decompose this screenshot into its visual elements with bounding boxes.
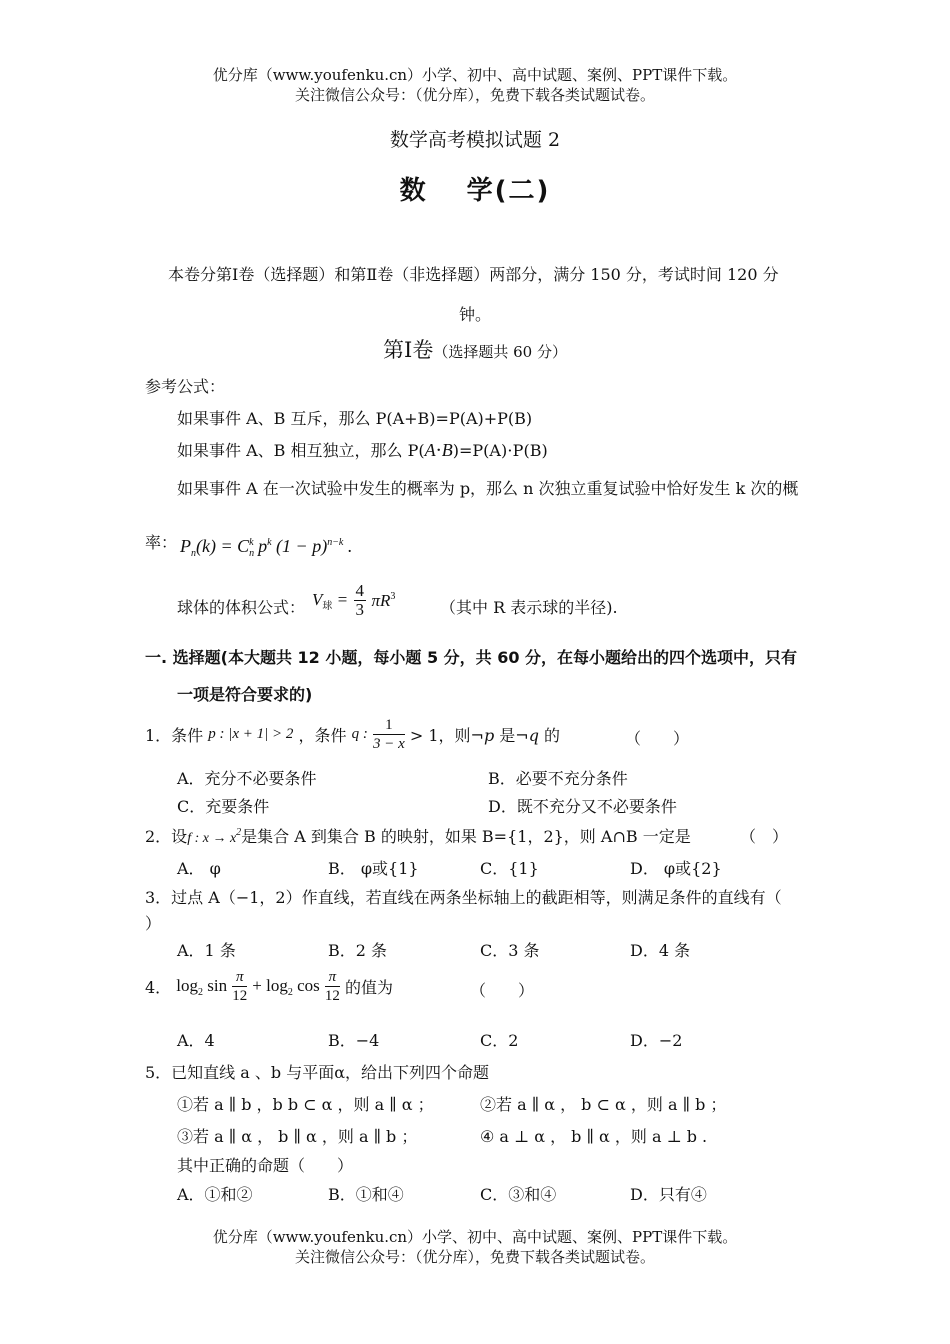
q1-option-c[interactable]: C．充要条件: [177, 797, 270, 816]
question-2-stem: 2．设f : $x \to x^2$是集合 A 到集合 B 的映射，如果 B={1，2}，则 A∩B 一定是: [145, 827, 691, 846]
formula-mutually-exclusive: 如果事件 A、B 互斥，那么 P(A+B)=P(A)+P(B): [177, 409, 533, 428]
formula-independent: [177, 438, 548, 461]
intro-line-1: 本卷分第Ⅰ卷（选择题）和第Ⅱ卷（非选择题）两部分，满分 150 分，考试时间 120 分: [168, 265, 779, 284]
intro-line-2: 钟。: [458, 305, 491, 324]
q2-option-a[interactable]: A． φ: [177, 859, 221, 878]
q4-stem: 的值为: [344, 978, 393, 997]
q3-option-b[interactable]: B．2 条: [328, 941, 388, 960]
formula-independent-post: )=P(A)⋅P(B): [452, 441, 548, 460]
q1-option-a[interactable]: A．充分不必要条件: [177, 769, 317, 788]
q5-proposition-2: ②若 a ∥ α ， b ⊂ α ，则 a ∥ b ；: [480, 1095, 727, 1114]
q1-stem-c: > 1，则¬p 是¬q 的: [409, 726, 561, 745]
formula-sphere-label: 球体的体积公式：: [177, 598, 306, 617]
part1-heading: [0, 334, 950, 364]
question-3-line-1: 3．过点 A（−1，2）作直线，若直线在两条坐标轴上的截距相等，则满足条件的直线有（: [145, 888, 782, 907]
q4-option-a[interactable]: A．4: [177, 1031, 215, 1050]
q4-option-b[interactable]: B．−4: [328, 1031, 380, 1050]
header-line-2: 关注微信公众号：（优分库），免费下载各类试题试卷。: [294, 86, 655, 104]
q1-option-b[interactable]: B．必要不充分条件: [488, 769, 628, 788]
header-line-1: 优分库（www.youfenku.cn）小学、初中、高中试题、案例、PPT课件下载。: [212, 66, 738, 84]
page-subtitle: 数 学(二): [399, 176, 551, 206]
formula-binomial-expr: $P_n(k) = C_n^k$ $p^k$ $(1 - p)^{n-k}$ .: [180, 536, 353, 559]
question-3-line-2: ）: [145, 914, 162, 933]
formula-binomial-text: 如果事件 A 在一次试验中发生的概率为 p，那么 n 次独立重复试验中恰好发生 k 次的概: [177, 479, 799, 498]
q3-option-d[interactable]: D．4 条: [630, 941, 691, 960]
formula-sphere-expr: $V_球$ = $\frac{4}{3}$ $\pi R^3$: [312, 581, 396, 619]
q5-option-b[interactable]: B．①和④: [328, 1185, 404, 1204]
question-1-stem: 1．条件 p : |x + 1| > 2 ，条件 q : $\frac{1}{3 - x}$ > 1，则¬p 是¬q 的: [145, 717, 561, 752]
q5-proposition-4: ④ a ⊥ α ， b ∥ α ，则 a ⊥ b .: [480, 1127, 708, 1146]
q3-option-a[interactable]: A．1 条: [177, 941, 236, 960]
q5-option-a[interactable]: A．①和②: [177, 1185, 253, 1204]
q1-option-d[interactable]: D．既不充分又不必要条件: [488, 797, 677, 816]
formula-binomial-label: 率：: [145, 533, 178, 552]
question-4-stem: 4． $\log_2 \sin$ $\frac{\pi}{12}$ + $\log_2 \cos$ $\frac{\pi}{12}$ 的值为: [145, 969, 393, 1004]
q4-option-d[interactable]: D．−2: [630, 1031, 683, 1050]
q5-option-d[interactable]: D．只有④: [630, 1185, 707, 1204]
q2-option-d[interactable]: D． φ或{2}: [630, 859, 722, 878]
q5-proposition-3: ③若 a ∥ α ， b ∥ α ，则 a ∥ b ；: [177, 1127, 418, 1146]
part1-note: （选择题共 60 分）: [433, 343, 567, 361]
formula-sphere-note: （其中 R 表示球的半径).: [440, 598, 618, 617]
formulas-heading: 参考公式：: [145, 377, 226, 396]
formula-independent-pre: 如果事件 A、B 相互独立，那么 P(: [177, 441, 425, 460]
footer-line-1: 优分库（www.youfenku.cn）小学、初中、高中试题、案例、PPT课件下载。: [212, 1228, 738, 1246]
q4-num: 4．: [145, 978, 172, 997]
part1-title: 第Ⅰ卷: [383, 338, 434, 362]
q2-option-b[interactable]: B． φ或{1}: [328, 859, 419, 878]
q4-paren: （ ）: [470, 981, 535, 1000]
q2-stem-b: 是集合 A 到集合 B 的映射，如果 B={1，2}，则 A∩B 一定是: [241, 827, 691, 846]
footer-line-2: 关注微信公众号：（优分库），免费下载各类试题试卷。: [294, 1248, 655, 1266]
q1-stem-b: ，条件: [298, 726, 347, 745]
q1-paren: （ ）: [625, 729, 690, 748]
q1-stem-a: 1．条件: [145, 726, 204, 745]
q2-option-c[interactable]: C．{1}: [480, 859, 539, 878]
q5-option-c[interactable]: C．③和④: [480, 1185, 557, 1204]
q2-paren: （ ）: [740, 827, 789, 846]
q3-option-c[interactable]: C．3 条: [480, 941, 540, 960]
question-5-stem: 5．已知直线 a 、b 与平面α，给出下列四个命题: [145, 1063, 490, 1082]
q2-stem-a: 2．设: [145, 827, 188, 846]
page-title: 数学高考模拟试题 2: [389, 129, 561, 151]
formula-independent-mid: A⋅B: [424, 440, 453, 460]
q5-ask: 其中正确的命题（ ）: [177, 1156, 354, 1175]
q5-proposition-1: ①若 a ∥ b ，b b ⊂ α ，则 a ∥ α ；: [177, 1095, 434, 1114]
section1-line-2: 一项是符合要求的): [177, 685, 313, 704]
section1-line-1: 一. 选择题(本大题共 12 小题，每小题 5 分，共 60 分，在每小题给出的四个选项中，只有: [145, 648, 798, 667]
q4-option-c[interactable]: C．2: [480, 1031, 519, 1050]
